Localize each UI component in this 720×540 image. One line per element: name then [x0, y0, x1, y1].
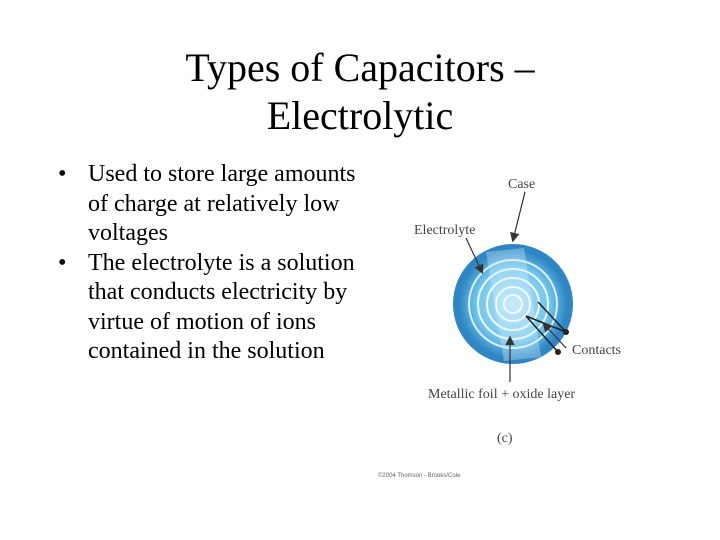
bullet-marker: • [58, 249, 67, 276]
electrolytic-capacitor-figure [366, 152, 654, 482]
slide-title [80, 44, 640, 140]
case-label: Case [508, 177, 536, 192]
electrolyte-label: Electrolyte [414, 223, 476, 238]
bullet-text: The electrolyte is a solution that conducts electricity by virtue of motion of ions contained in the solution [88, 249, 355, 364]
contact-point [563, 329, 569, 335]
title-line-2: Electrolytic [266, 93, 454, 138]
bullet-marker: • [58, 161, 67, 187]
bullet-list [58, 160, 358, 367]
bullet-item [58, 249, 358, 367]
bullet-item [58, 160, 358, 249]
panel-label: (c) [497, 431, 513, 446]
bullet-text: Used to store large amounts of charge at relatively low voltages [88, 161, 356, 246]
foil-label: Metallic foil + oxide layer [428, 387, 576, 402]
copyright-notice: ©2004 Thomson - Brooks/Cole [378, 473, 461, 479]
title-line-1: Types of Capacitors – [185, 45, 535, 90]
capacitor-cross-section-diagram [366, 152, 654, 482]
contacts-label: Contacts [572, 343, 621, 358]
